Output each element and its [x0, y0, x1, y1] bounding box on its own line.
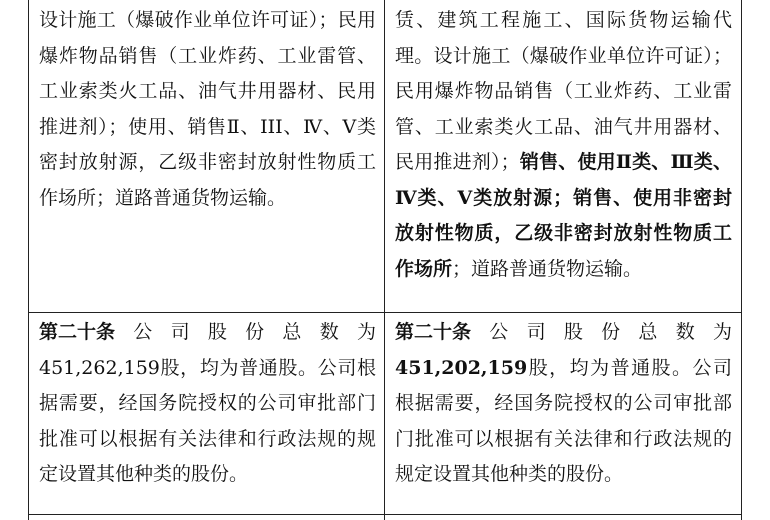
business-scope-revised-bold: 销售、使用Ⅱ类、Ⅲ类、Ⅳ类、Ⅴ类放射源；销售、使用非密封放射性物质，乙级非密封放射性物质工作场所: [395, 151, 732, 280]
row2-right-cell: [395, 315, 732, 493]
heading-char: 股: [563, 321, 583, 343]
article-heading-line: [39, 315, 376, 351]
heading-char: 数: [675, 321, 695, 343]
article-number: 第二十条: [39, 321, 116, 343]
business-scope-text-original: 设计施工（爆破作业单位许可证）；民用爆炸物品销售（工业炸药、工业雷管、工业索类火工品、油气井用器材、民用推进剂）；使用、销售Ⅱ、III、Ⅳ、V类密封放射源，乙级非密封放射性物质工作场所；道路普通货物运输。: [39, 9, 376, 209]
heading-char: 公: [489, 321, 509, 343]
heading-char: 股: [207, 321, 227, 343]
share-count-revised: 451,202,159: [395, 356, 528, 379]
table-border-left: [28, 0, 29, 520]
heading-char: 份: [601, 321, 621, 343]
share-count-original: 451,262,159: [39, 356, 160, 379]
heading-char: 份: [245, 321, 265, 343]
heading-char: 为: [356, 321, 376, 343]
table-border-right: [741, 0, 742, 520]
heading-char: 为: [712, 321, 732, 343]
row-divider: [28, 514, 741, 515]
heading-char: 总: [282, 321, 302, 343]
heading-char: 公: [133, 321, 153, 343]
article-text-revised: 股，均为普通股。公司根据需要，经国务院授权的公司审批部门批准可以根据有关法律和行政法规的规定设置其他种类的股份。: [395, 356, 732, 485]
heading-char: 数: [319, 321, 339, 343]
business-scope-text-revised-end: ；道路普通货物运输。: [452, 257, 643, 280]
article-number: 第二十条: [395, 321, 472, 343]
business-scope-text-revised: 赁、建筑工程施工、国际货物运输代理。设计施工（爆破作业单位许可证）；民用爆炸物品销售（工业炸药、工业雷管、工业索类火工品、油气井用器材、民用推进剂）；: [395, 9, 732, 173]
table-column-divider: [384, 0, 385, 520]
row2-left-cell: [39, 315, 376, 493]
heading-char: 司: [170, 321, 190, 343]
row-divider: [28, 312, 741, 313]
row1-left-cell: [39, 3, 376, 216]
heading-char: 总: [638, 321, 658, 343]
article-text-original: 股，均为普通股。公司根据需要，经国务院授权的公司审批部门批准可以根据有关法律和行政法规的规定设置其他种类的股份。: [39, 356, 376, 485]
article-heading-line: [395, 315, 732, 351]
heading-char: 司: [526, 321, 546, 343]
row1-right-cell: [395, 3, 732, 287]
